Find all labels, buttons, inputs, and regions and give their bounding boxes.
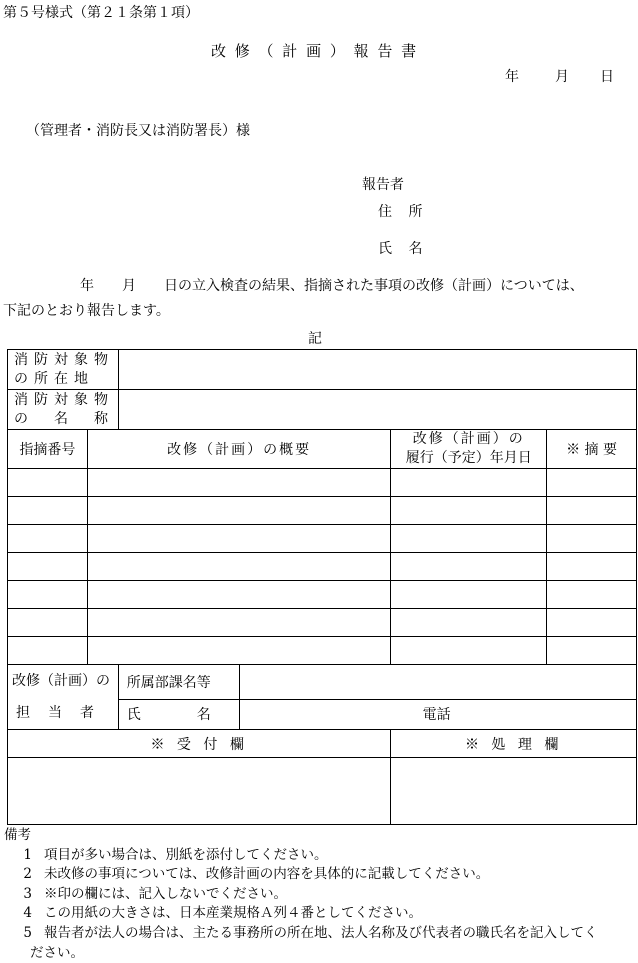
location-label-cell (8, 350, 119, 390)
cell-date[interactable] (391, 609, 547, 637)
col-header-number: 指摘番号 (8, 430, 88, 469)
cell-remarks (547, 497, 637, 525)
reporter-label: 報告者 (362, 177, 404, 193)
reporter-address-label: 住 所 (378, 204, 429, 220)
cell-number[interactable] (8, 553, 88, 581)
col-header-date (391, 430, 547, 469)
date-day-label: 日 (600, 69, 614, 85)
reception-header: ※ 受 付 欄 (8, 730, 391, 758)
col-header-remarks: ※ 摘 要 (547, 430, 637, 469)
cell-number[interactable] (8, 609, 88, 637)
body-text-line2: 下記のとおり報告します。 (3, 303, 170, 319)
cell-summary[interactable] (87, 609, 390, 637)
cell-number[interactable] (8, 525, 88, 553)
table-row (8, 637, 637, 665)
phone-label: 電話 (239, 699, 636, 729)
cell-summary[interactable] (87, 553, 390, 581)
person-label-line2: 担 当 者 (16, 705, 96, 721)
cell-date[interactable] (391, 497, 547, 525)
object-name-label-line1: 消防対象物 (14, 391, 114, 408)
ki-heading: 記 (308, 331, 322, 347)
table-row (8, 609, 637, 637)
reception-box (8, 758, 391, 825)
cell-date[interactable] (391, 581, 547, 609)
cell-date[interactable] (391, 553, 547, 581)
person-label-line1: 改修（計画）の (12, 673, 110, 689)
cell-number[interactable] (8, 637, 88, 665)
table-row (8, 581, 637, 609)
date-year-label: 年 (505, 69, 519, 85)
cell-number[interactable] (8, 497, 88, 525)
table-row (8, 497, 637, 525)
notes-section (4, 826, 598, 963)
cell-summary[interactable] (87, 469, 390, 497)
person-name-label: 氏 名 (118, 699, 239, 729)
form-number-label: 第５号様式（第２１条第１項） (3, 5, 199, 21)
table-row (8, 553, 637, 581)
report-table (7, 349, 637, 825)
object-name-label-line2: の 名 称 (14, 410, 114, 427)
note-item: 1 項目が多い場合は、別紙を添付してください。 (23, 846, 328, 863)
location-label-line1: 消防対象物 (14, 351, 114, 368)
notes-header: 備考 (4, 827, 31, 843)
cell-remarks (547, 469, 637, 497)
dept-label: 所属部課名等 (118, 665, 239, 700)
date-month-label: 月 (555, 69, 569, 85)
cell-date[interactable] (391, 637, 547, 665)
location-value-cell[interactable] (118, 350, 636, 390)
cell-summary[interactable] (87, 525, 390, 553)
cell-remarks (547, 553, 637, 581)
note-item: 2 未改修の事項については、改修計画の内容を具体的に記載してください。 (23, 866, 490, 883)
cell-date[interactable] (391, 469, 547, 497)
cell-summary[interactable] (87, 637, 390, 665)
cell-number[interactable] (8, 469, 88, 497)
note-item: 5 報告者が法人の場合は、主たる事務所の所在地、法人名称及び代表者の職氏名を記入してく (23, 924, 598, 941)
reporter-name-label: 氏 名 (378, 241, 429, 257)
table-row (8, 525, 637, 553)
cell-number[interactable] (8, 581, 88, 609)
addressee: （管理者・消防長又は消防署長）様 (26, 123, 250, 139)
form-title: 改 修 （ 計 画 ） 報 告 書 (211, 42, 419, 60)
col-header-summary: 改修（計画）の概要 (87, 430, 390, 469)
dept-value-cell[interactable] (239, 665, 636, 700)
object-name-label-cell (8, 390, 119, 430)
col-header-date-line2: 履行（予定）年月日 (405, 450, 532, 466)
cell-summary[interactable] (87, 497, 390, 525)
cell-remarks (547, 609, 637, 637)
object-name-value-cell[interactable] (118, 390, 636, 430)
location-label-line2: の所在地 (14, 370, 94, 387)
col-header-date-line1: 改修（計画）の (412, 431, 525, 447)
processing-box (391, 758, 637, 825)
note-item: 4 この用紙の大きさは、日本産業規格Ａ列４番としてください。 (23, 905, 422, 922)
cell-remarks (547, 637, 637, 665)
person-in-charge-label (8, 665, 119, 730)
body-text-line1: 年 月 日の立入検査の結果、指摘された事項の改修（計画）については、 (80, 278, 584, 294)
cell-remarks (547, 581, 637, 609)
note-item: 3 ※印の欄には、記入しないでください。 (23, 885, 287, 902)
note-continuation: ださい。 (30, 944, 84, 961)
cell-date[interactable] (391, 525, 547, 553)
cell-summary[interactable] (87, 581, 390, 609)
table-row (8, 469, 637, 497)
processing-header: ※ 処 理 欄 (391, 730, 637, 758)
cell-remarks (547, 525, 637, 553)
